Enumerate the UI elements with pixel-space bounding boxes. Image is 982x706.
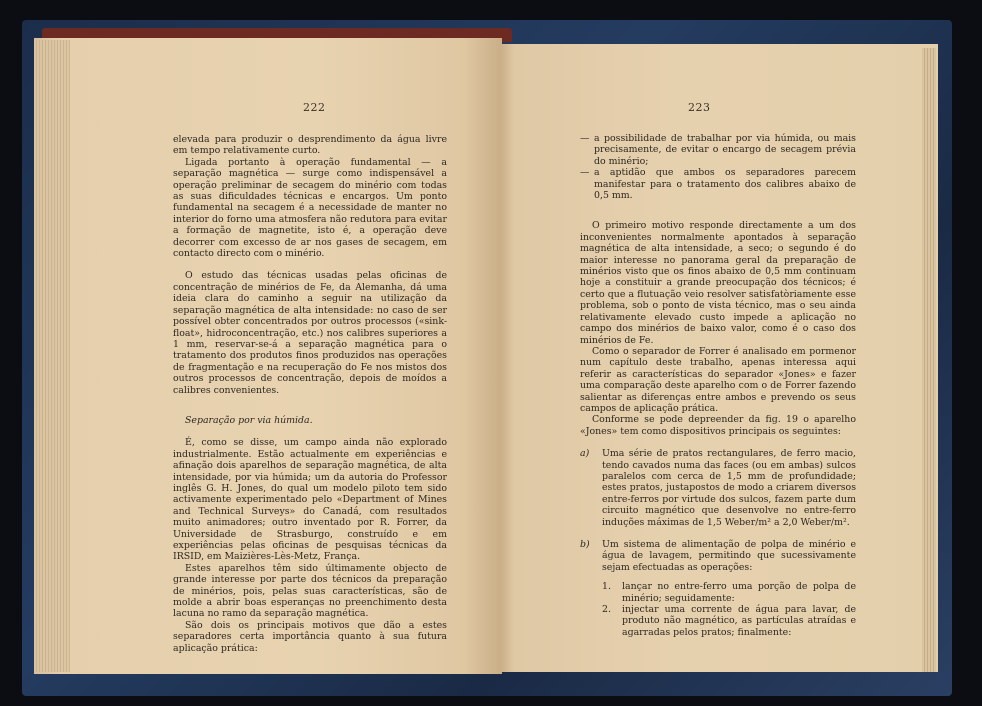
left-page-edges: [34, 40, 70, 672]
list-item: b) Um sistema de alimentação de polpa de minério e água de lavagem, permitindo que sucessivamente sejam efectuadas as operações:: [580, 539, 856, 573]
paragraph: O primeiro motivo responde directamente a um dos inconvenientes normalmente apontados à separação magnética de alta intensidade, a seco; o segundo é do maior interesse no panorama geral da preparação de minérios visto que os finos abaixo de 0,5 mm continuam hoje a constituir a grande preocupação dos técnicos; é certo que a flutuação veio resolver satisfatòriamente esse problema, sob o ponto de vista técnico, mas o seu ainda relativamente elevado custo impede a aplicação no campo dos minérios de baixo valor, como é o caso dos minérios de Fe.: [580, 220, 856, 346]
paragraph: Ligada portanto à operação fundamental — a separação magnética — surge como indispensável a operação preliminar de secagem do minério com todas as suas dificuldades técnicas e encargos. Um ponto fundamental na secagem é a necessidade de manter no interior do forno uma atmosfera não redutora para evitar a formação de magnetite, isto é, a operação deve decorrer com excesso de ar nos gases de secagem, em contacto directo com o minério.: [173, 156, 447, 260]
paragraph: Estes aparelhos têm sido últimamente objecto de grande interesse por parte dos técnicos da preparação de minérios, pois, pelas suas características, são de molde a abrir boas esperanças no preenchimento desta lacuna no ramo da separação magnética.: [173, 562, 447, 620]
right-page-number: 223: [688, 101, 711, 114]
left-page-text: [173, 134, 447, 654]
paragraph: São dois os principais motivos que dão a estes separadores certa importância quanto à sua futura aplicação prática:: [173, 619, 447, 654]
section-heading: Separação por via húmida.: [185, 414, 313, 426]
paragraph: Como o separador de Forrer é analisado em pormenor num capítulo deste trabalho, apenas interessa aqui referir as características do separador «Jones» e fazer uma comparação deste aparelho com o de Forrer fazendo salientar as diferenças entre ambos e prevendo os seus campos de aplicação prática.: [580, 345, 856, 414]
right-page-edges: [922, 48, 936, 672]
dash-marker: —: [580, 167, 590, 179]
paragraph: É, como se disse, um campo ainda não explorado industrialmente. Estão actualmente em experiências e afinação dois aparelhos de separação magnética, de alta intensidade, por via húmida; um da autoria do Professor inglês G. H. Jones, do qual um modelo piloto tem sido activamente experimentado pelo «Department of Mines and Technical Surveys» do Canadá, com resultados muito animadores; outro inventado por R. Forrer, da Universidade de Strasburgo, construído e em experiências pelas oficinas de pesquisas técnicas da IRSID, em Maizières-Lès-Metz, França.: [173, 437, 447, 563]
right-page-text: [580, 133, 856, 638]
paragraph: elevada para produzir o desprendimento da água livre em tempo relativamente curto.: [173, 134, 447, 157]
list-item: — a possibilidade de trabalhar por via húmida, ou mais precisamente, de evitar o encargo de secagem prévia do minério;: [580, 133, 856, 167]
list-item: 2. injectar uma corrente de água para lavar, de produto não magnético, as partículas atraídas e agarradas pelos pratos; finalmente:: [602, 604, 856, 638]
paragraph: O estudo das técnicas usadas pelas oficinas de concentração de minérios de Fe, da Alemanha, dá uma ideia clara do caminho a seguir na utilização da separação magnética de alta intensidade: no caso de ser possível obter concentrados por outros processos («sink-float», hidroconcentração, etc.) nos calibres superiores a 1 mm, reservar-se-á a separação magnética para o tratamento dos produtos finos produzidos nas operações de fragmentação e na recuperação do Fe nos mistos dos outros processos de concentração, depois de moídos a calibres convenientes.: [173, 270, 447, 396]
dash-marker: —: [580, 133, 590, 144]
left-page-number: 222: [303, 101, 326, 114]
list-item: a) Uma série de pratos rectangulares, de ferro macio, tendo cavados numa das faces (ou em ambas) sulcos paralelos com cerca de 1,5 mm de profundidade; estes pratos, justapostos de modo a criarem diversos entre-ferros por virtude dos sulcos, fazem parte dum circuito magnético que desenvolve no entre-ferro induções máximas de 1,5 Weber/m² a 2,0 Weber/m².: [580, 448, 856, 528]
paragraph: Conforme se pode depreender da fig. 19 o aparelho «Jones» tem como dispositivos principais os seguintes:: [580, 414, 856, 437]
list-item: — a aptidão que ambos os separadores parecem manifestar para o tratamento dos calibres abaixo de 0,5 mm.: [580, 167, 856, 202]
list-item: 1. lançar no entre-ferro uma porção de polpa de minério; seguidamente:: [602, 581, 856, 604]
